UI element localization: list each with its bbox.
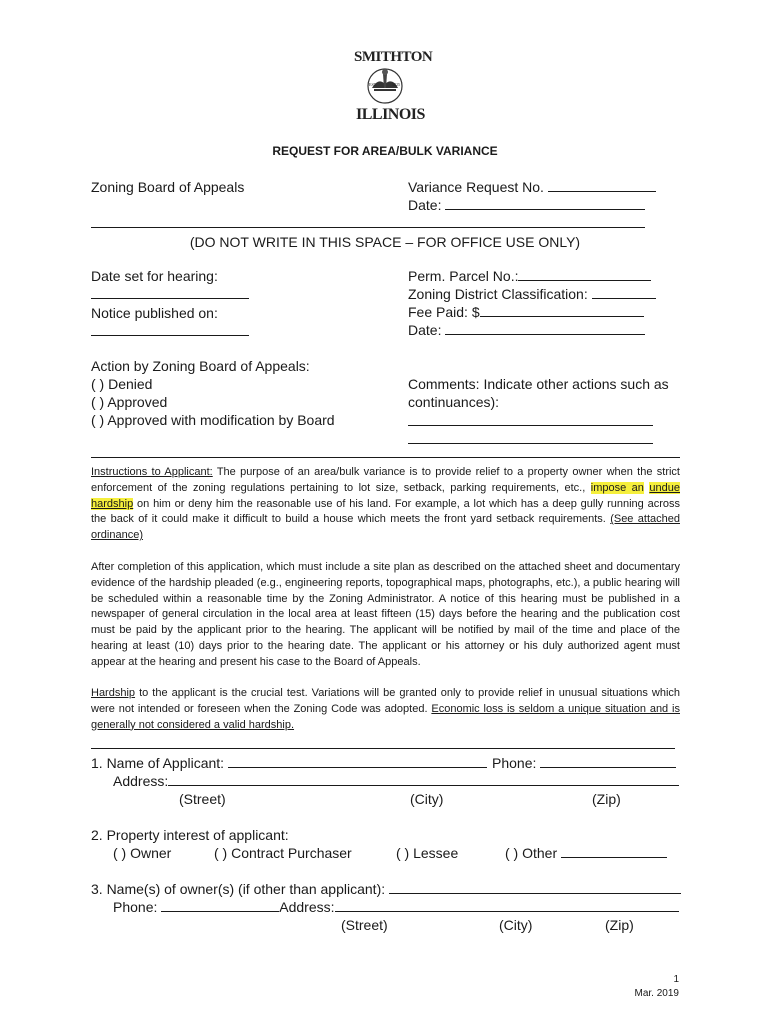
denied-option[interactable]: ( ) Denied bbox=[91, 376, 153, 392]
parcel-row bbox=[408, 267, 651, 285]
header-date-field[interactable] bbox=[445, 196, 645, 210]
request-no-field[interactable] bbox=[548, 178, 656, 192]
board-label: Zoning Board of Appeals bbox=[91, 179, 245, 195]
logo-est-text: EST. bbox=[369, 82, 377, 87]
fee-paid-label: Fee Paid: $ bbox=[408, 304, 480, 320]
zoning-class-row bbox=[408, 285, 656, 303]
logo-bottom-text: ILLINOIS bbox=[356, 106, 425, 123]
parcel-label: Perm. Parcel No.: bbox=[408, 268, 519, 284]
comments-line-1: Comments: Indicate other actions such as bbox=[408, 376, 669, 392]
hardship-note: Economic loss is seldom a unique situation and is generally not considered a valid hardship. bbox=[91, 702, 680, 731]
page-number: 1 bbox=[673, 974, 679, 985]
header-date-label: Date: bbox=[408, 197, 442, 213]
request-no-row bbox=[408, 178, 656, 196]
hardship-paragraph: Hardship to the applicant is the crucial test. Variations will be granted only to provide relief in unusual situations which were not intended or foreseen when the Zoning Code was adopted. Economic loss is seldom a unique situation and is generally not considered a valid hardship. bbox=[91, 687, 680, 731]
instructions-label: Instructions to Applicant: bbox=[91, 466, 213, 478]
fee-paid-row bbox=[408, 303, 644, 321]
zoning-class-field[interactable] bbox=[592, 285, 656, 299]
hardship-label: Hardship bbox=[91, 687, 136, 699]
office-date-label: Date: bbox=[408, 322, 442, 338]
lessee-option[interactable]: ( ) Lessee bbox=[396, 845, 459, 861]
comments-field-2[interactable] bbox=[408, 443, 653, 444]
notice-published-field[interactable] bbox=[91, 335, 249, 336]
fee-paid-field[interactable] bbox=[480, 303, 644, 317]
logo-top-text: SMITHTON bbox=[354, 49, 433, 65]
request-no-label: Variance Request No. bbox=[408, 179, 544, 195]
see-attached-link: (See attached ordinance) bbox=[91, 513, 680, 542]
divider bbox=[91, 227, 645, 228]
owner-name-row bbox=[91, 880, 681, 898]
applicant-phone-field[interactable] bbox=[540, 754, 676, 768]
owner-option[interactable]: ( ) Owner bbox=[113, 845, 172, 861]
revision-date: Mar. 2019 bbox=[634, 988, 679, 999]
other-field[interactable] bbox=[561, 844, 667, 858]
comments-field-1[interactable] bbox=[408, 425, 653, 426]
office-date-row bbox=[408, 321, 645, 339]
owner-address-label: Address: bbox=[279, 899, 335, 915]
action-title: Action by Zoning Board of Appeals: bbox=[91, 358, 310, 374]
owner-address-field[interactable] bbox=[335, 898, 679, 912]
header-date-row bbox=[408, 196, 645, 214]
page-title: REQUEST FOR AREA/BULK VARIANCE bbox=[272, 144, 498, 158]
zip-caption: (Zip) bbox=[592, 791, 621, 807]
hearing-date-label: Date set for hearing: bbox=[91, 268, 218, 284]
city-logo bbox=[350, 44, 433, 128]
contract-purchaser-option[interactable]: ( ) Contract Purchaser bbox=[214, 845, 352, 861]
owner-contact-row bbox=[113, 898, 679, 916]
applicant-name-row bbox=[91, 754, 487, 772]
city-caption: (City) bbox=[410, 791, 444, 807]
applicant-address-row bbox=[113, 772, 679, 790]
applicant-name-label: 1. Name of Applicant: bbox=[91, 755, 225, 771]
city-caption: (City) bbox=[499, 917, 533, 933]
applicant-name-field[interactable] bbox=[228, 754, 487, 768]
office-date-field[interactable] bbox=[445, 321, 645, 335]
owner-phone-field[interactable] bbox=[161, 898, 279, 912]
applicant-address-field[interactable] bbox=[168, 772, 679, 786]
divider bbox=[91, 748, 675, 749]
applicant-phone-row bbox=[492, 754, 676, 772]
zoning-class-label: Zoning District Classification: bbox=[408, 286, 588, 302]
owner-name-label: 3. Name(s) of owner(s) (if other than applicant): bbox=[91, 881, 386, 897]
other-option-row bbox=[505, 844, 667, 862]
office-use-notice: (DO NOT WRITE IN THIS SPACE – FOR OFFICE USE ONLY) bbox=[189, 234, 581, 250]
applicant-phone-label: Phone: bbox=[492, 755, 537, 771]
comments-line-2: continuances): bbox=[408, 394, 500, 410]
highlight-text: undue hardship bbox=[91, 481, 680, 510]
zip-caption: (Zip) bbox=[605, 917, 634, 933]
after-completion-paragraph: After completion of this application, which must include a site plan as described on the attached sheet and documentary evidence of the hardship pleaded (e.g., engineering reports, topographical maps, photographs, etc.), a public hearing will be scheduled within a reasonable time by the Zoning Administrator. A notice of this hearing must be published in a newspaper of general circulation in the local area at least fifteen (15) days before the hearing and the publication cost must be paid by the applicant prior to the hearing. The applicant will be notified by mail of the time and place of the hearing at least (10) days prior to the hearing date. The applicant or his attorney or his duly authorized agent must appear at the hearing and present his case to the Board of Appeals. bbox=[91, 561, 680, 668]
approved-mod-option[interactable]: ( ) Approved with modification by Board bbox=[91, 412, 335, 428]
street-caption: (Street) bbox=[179, 791, 226, 807]
applicant-address-label: Address: bbox=[113, 773, 169, 789]
parcel-field[interactable] bbox=[518, 267, 651, 281]
hearing-date-field[interactable] bbox=[91, 298, 249, 299]
approved-option[interactable]: ( ) Approved bbox=[91, 394, 168, 410]
instructions-paragraph: Instructions to Applicant: The purpose of an area/bulk variance is to provide relief to a property owner when the strict enforcement of the zoning regulations pertaining to lot size, setback, parking requirements, etc., impose an undue hardship on him or deny him the reasonable use of his land. For example, a lot which has a deep gully running across the back of it could make it difficult to build a house which meets the front yard setback requirements. (See attached ordinance) bbox=[91, 466, 680, 542]
logo-year-text: 1825 bbox=[392, 82, 400, 87]
highlight-text: impose an bbox=[590, 481, 644, 494]
owner-name-field[interactable] bbox=[389, 880, 681, 894]
property-interest-label: 2. Property interest of applicant: bbox=[91, 827, 289, 843]
other-option[interactable]: ( ) Other bbox=[505, 845, 558, 861]
divider bbox=[91, 457, 680, 458]
notice-published-label: Notice published on: bbox=[91, 305, 218, 321]
owner-phone-label: Phone: bbox=[113, 899, 158, 915]
street-caption: (Street) bbox=[341, 917, 388, 933]
